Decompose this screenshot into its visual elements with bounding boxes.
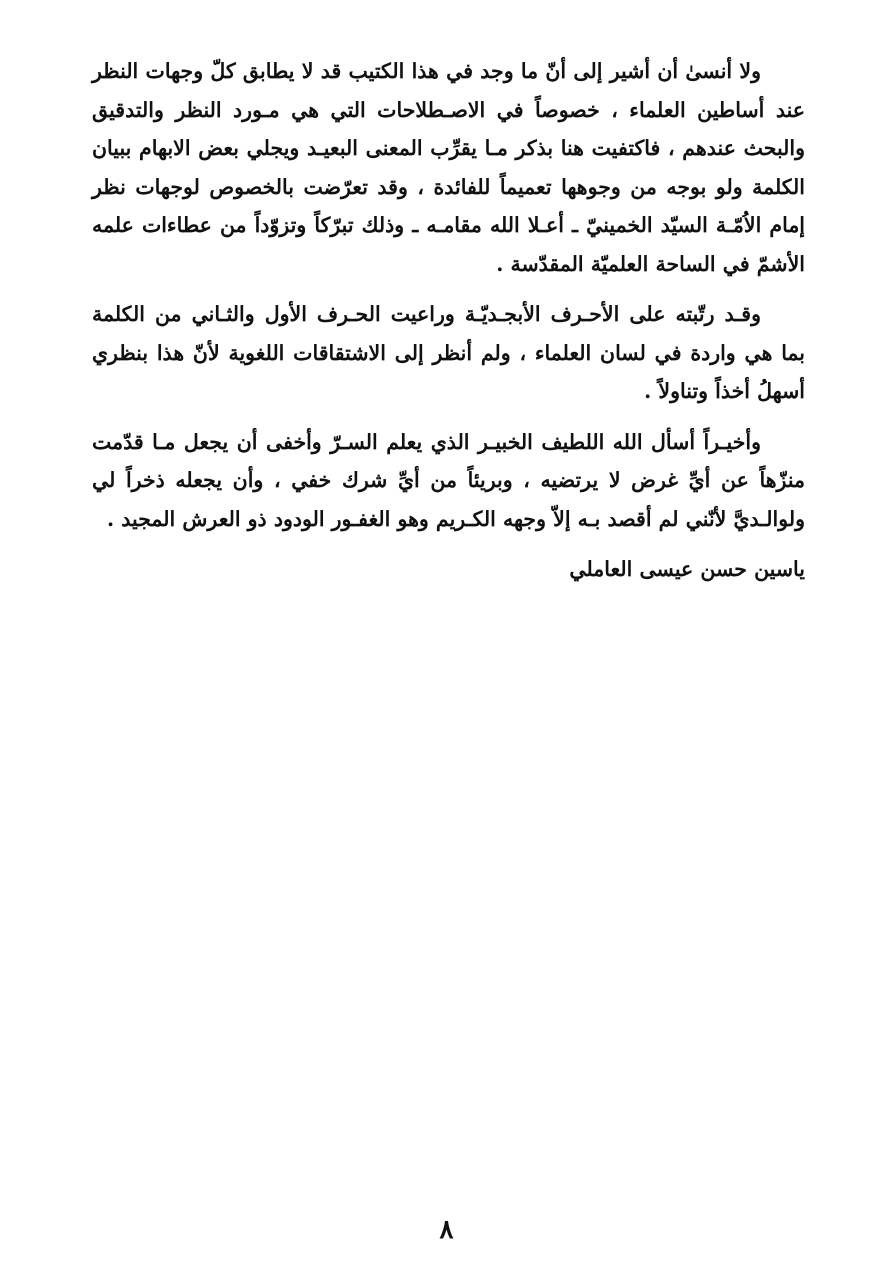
page-number: ٨ [439,1215,454,1245]
paragraph-closing-prayer: وأخيـراً أسأل الله اللطيف الخبيـر الذي يعلم السـرّ وأخفى أن يجعل مـا قدّمت منزّهاً عن أيِّ غرض لا يرتضيه ، وبريئاً من أيِّ شرك خفي ، وأن يجعله ذخراً لي ولوالـديَّ لأنّني لم أقصد بـه إلاّ وجهه الكـريم وهو الغفـور الودود ذو العرش المجيد . [92,429,805,531]
body-text [92,52,805,588]
paragraph-arrangement: وقـد رتّبته على الأحـرف الأبجـديّـة وراعيت الحـرف الأول والثـاني من الكلمة بما هي واردة في لسان العلماء ، ولم أنظر إلى الاشتقاقات اللغوية لأنّ هذا بنظري أسهلُ أخذاً وتناولاً . [92,302,805,403]
paragraph-intro: ولا أنسىٰ أن أشير إلى أنّ ما وجد في هذا الكتيب قد لا يطابق كلّ وجهات النظر عند أساطين العلماء ، خصوصاً في الاصـطلاحات التي هي مـورد النظر والتدقيق والبحث عندهم ، فاكتفيت هنا بذكر مـا يقرِّب المعنى البعيـد ويجلي بعض الابهام ببيان الكلمة ولو بوجه من وجوهها تعميماً للفائدة ، وقد تعرّضت بالخصوص لوجهات نظر إمام الاُمّـة السيّد الخمينيّ ـ أعـلا الله مقامـه ـ وذلك تبرّكاً وتزوّداً من عطاءات علمه الأشمّ في الساحة العلميّة المقدّسة . [92,59,805,276]
author-signature: ياسين حسن عيسى العاملي [569,557,805,581]
